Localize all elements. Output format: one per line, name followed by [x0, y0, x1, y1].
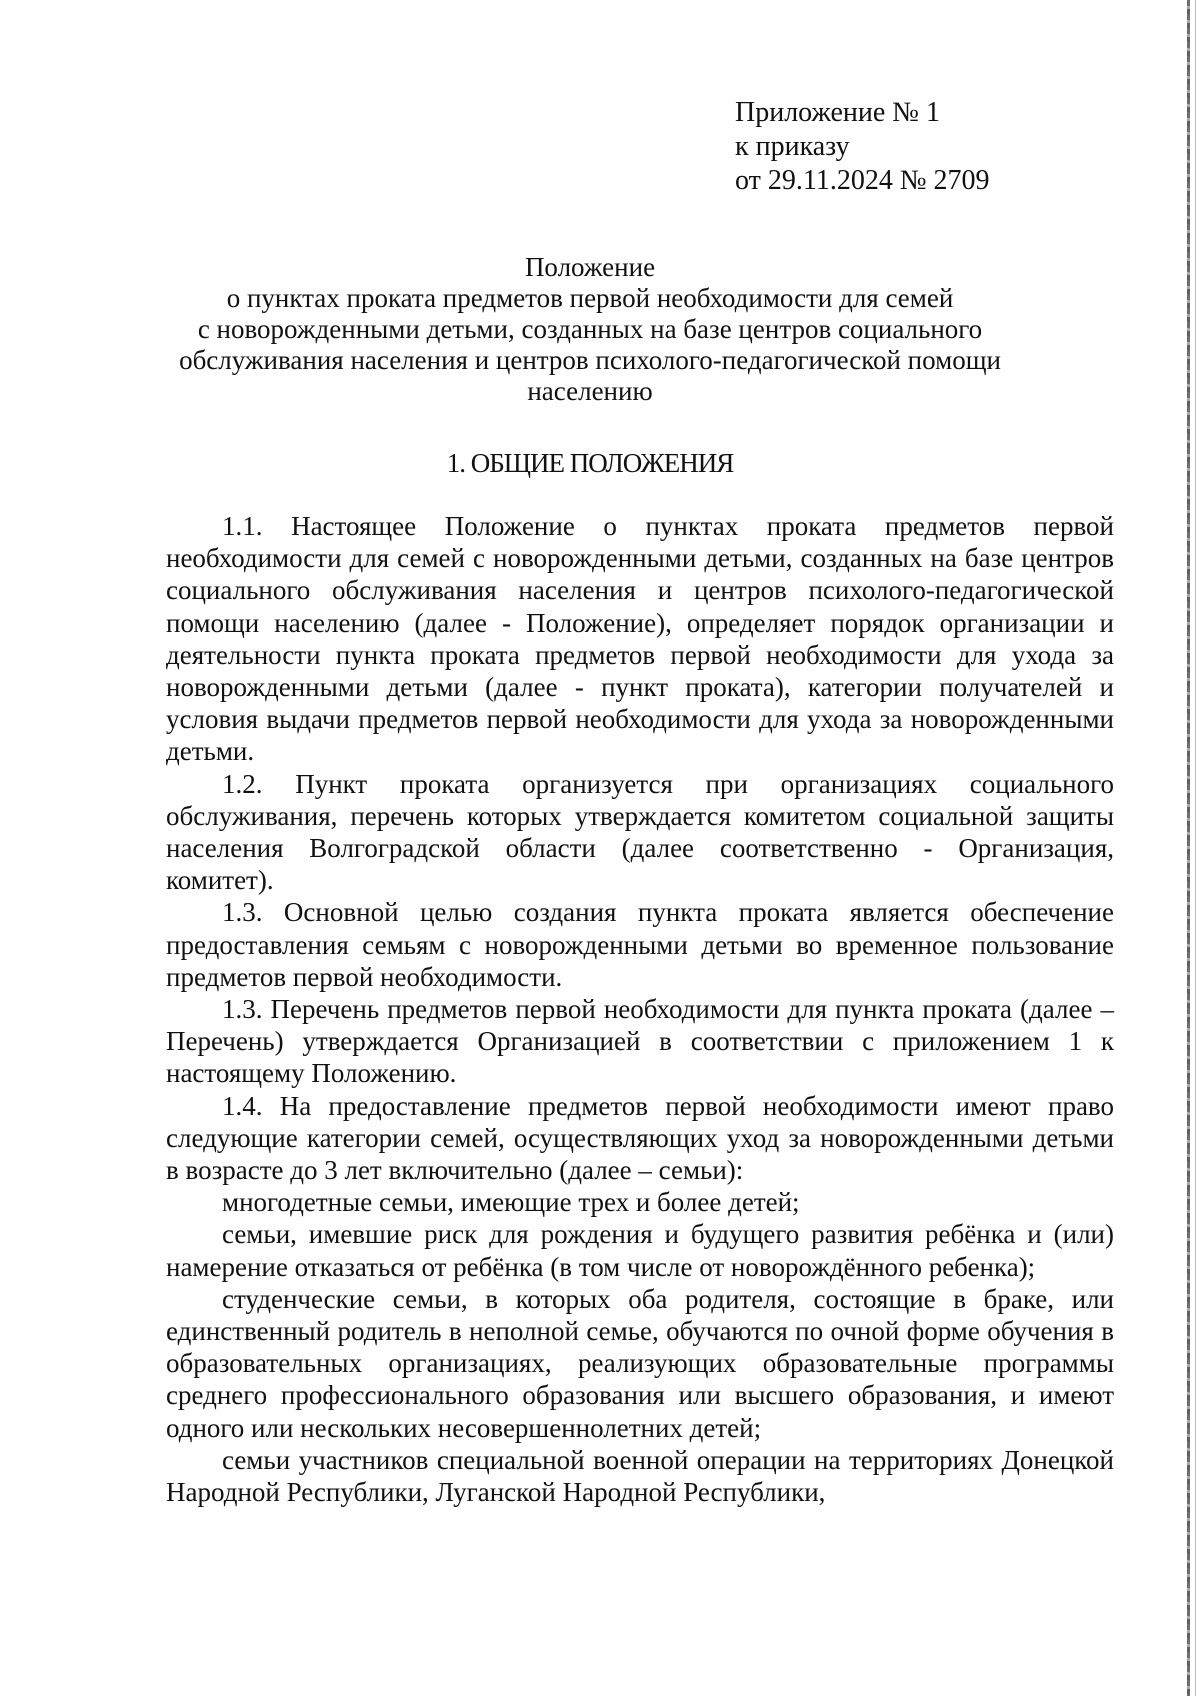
list-item-large-families: многодетные семьи, имеющие трех и более детей;	[222, 1187, 800, 1218]
paragraph-1-2: 1.2. Пункт проката организуется при организациях социального обслуживания, перечень которых утверждается комитетом социальной защиты населения Волгоградской области (далее соответственно - Организация, комитет).	[166, 768, 1114, 896]
scan-edge-mark	[1187, 0, 1190, 1696]
paragraph-1-1: 1.1. Настоящее Положение о пунктах проката предметов первой необходимости для семей с новорожденными детьми, созданных на базе центров социального обслуживания населения и центров психолого-педагогической помощи населению (далее - Положение), определяет порядок организации и деятельности пункта проката предметов первой необходимости для ухода за новорожденными детьми (далее - пункт проката), категории получателей и условия выдачи предметов первой необходимости для ухода за новорожденными детьми.	[166, 511, 1114, 767]
title-line-5: населению	[527, 376, 653, 406]
title-line-1: Положение	[524, 252, 656, 282]
paragraph-1-4: 1.4. На предоставление предметов первой необходимости имеют право следующие категории семей, осуществляющих уход за новорожденными детьми в возрасте до 3 лет включительно (далее – семьи):	[166, 1090, 1114, 1186]
document-title	[150, 252, 1030, 407]
list-item-student-families: студенческие семьи, в которых оба родителя, состоящие в браке, или единственный родитель в неполной семье, обучаются по очной форме обучения в образовательных организациях, реализующих образовательные программы среднего профессионального образования или высшего образования, и имеют одного или нескольких несовершеннолетних детей;	[166, 1283, 1114, 1443]
list-item-svo-families: семьи участников специальной военной операции на территориях Донецкой Народной Республики, Луганской Народной Республики,	[166, 1444, 1114, 1508]
list-item-risk-families: семьи, имевшие риск для рождения и будущего развития ребёнка и (или) намерение отказаться от ребёнка (в том числе от новорождённого ребенка);	[166, 1219, 1114, 1282]
scan-edge-line	[1195, 0, 1196, 1696]
annex-line-1: Приложение № 1	[735, 97, 940, 128]
document-body	[166, 510, 1114, 1508]
annex-line-2: к приказу	[735, 131, 850, 162]
paragraph-1-3-list: 1.3. Перечень предметов первой необходимости для пункта проката (далее – Перечень) утверждается Организацией в соответствии с приложением 1 к настоящему Положению.	[166, 994, 1114, 1089]
title-line-4: обслуживания населения и центров психолого-педагогической помощи	[179, 345, 1001, 375]
annex-header	[735, 96, 990, 198]
annex-line-3: от 29.11.2024 № 2709	[735, 165, 990, 196]
title-line-3: с новорожденными детьми, созданных на базе центров социального	[197, 314, 983, 344]
title-line-2: о пунктах проката предметов первой необходимости для семей	[226, 283, 954, 313]
paragraph-1-3: 1.3. Основной целью создания пункта проката является обеспечение предоставления семьям с новорожденными детьми во временное пользование предметов первой необходимости.	[166, 897, 1114, 992]
section-heading: 1. ОБЩИЕ ПОЛОЖЕНИЯ	[446, 448, 734, 478]
